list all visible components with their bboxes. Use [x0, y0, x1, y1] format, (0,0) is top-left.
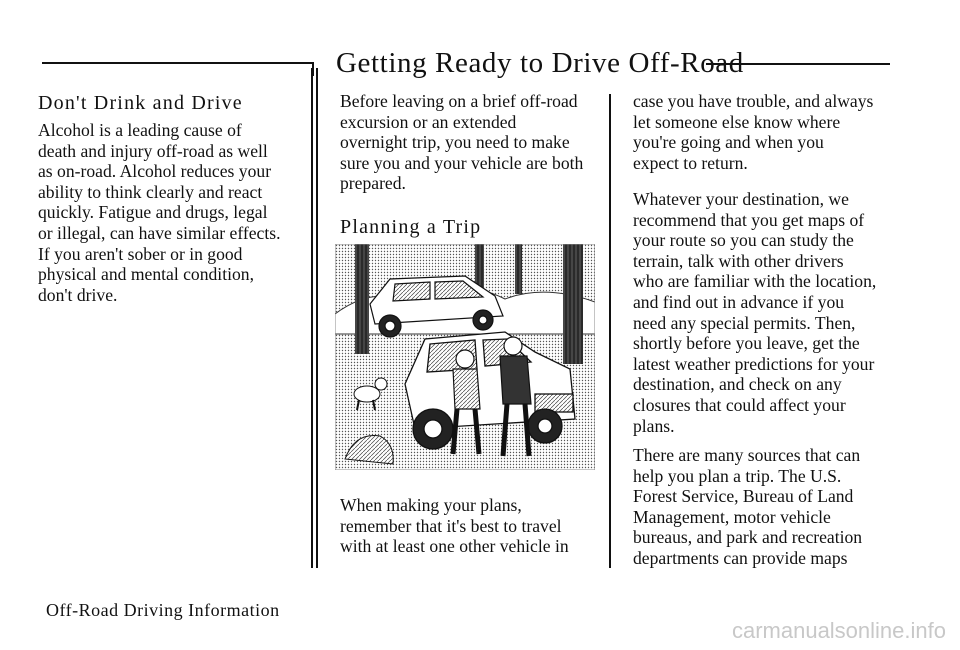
text-line: quickly. Fatigue and drugs, legal: [38, 202, 268, 223]
text-line: overnight trip, you need to make: [340, 132, 570, 153]
text-line: remember that it's best to travel: [340, 515, 562, 536]
tree-trunk: [515, 244, 522, 294]
text-line: help you plan a trip. The U.S.: [633, 465, 842, 486]
text-line: as on-road. Alcohol reduces your: [38, 161, 272, 182]
text-line: departments can provide maps: [633, 547, 848, 568]
text-line: Before leaving on a brief off-road: [340, 91, 578, 111]
text-line: If you aren't sober or in good: [38, 243, 243, 264]
text-line: expect to return.: [633, 152, 748, 173]
text-line: ability to think clearly and react: [38, 181, 263, 202]
text-line: Whatever your destination, we: [633, 189, 849, 209]
right-para-1: [633, 91, 873, 173]
text-line: recommend that you get maps of: [633, 209, 865, 230]
text-line: need any special permits. Then,: [633, 312, 856, 333]
text-line: physical and mental condition,: [38, 264, 254, 285]
text-line: latest weather predictions for your: [633, 353, 875, 374]
text-line: excursion or an extended: [340, 111, 517, 132]
column-divider-left-b: [316, 68, 318, 568]
text-line: death and injury off-road as well: [38, 140, 268, 161]
header-rule-left: [42, 62, 312, 64]
page-footer-section-name: Off-Road Driving Information: [46, 600, 280, 620]
middle-intro-text: [340, 91, 583, 194]
watermark-text: carmanualsonline.info: [731, 618, 946, 643]
left-column-text: [38, 120, 280, 305]
text-line: let someone else know where: [633, 111, 841, 132]
text-line: There are many sources that can: [633, 445, 861, 465]
text-line: you're going and when you: [633, 132, 824, 153]
text-line: Forest Service, Bureau of Land: [633, 486, 854, 507]
text-line: with at least one other vehicle in: [340, 536, 569, 557]
text-line: destination, and check on any: [633, 374, 842, 395]
text-line: your route so you can study the: [633, 230, 854, 251]
text-line: When making your plans,: [340, 495, 522, 515]
text-line: who are familiar with the location,: [633, 271, 877, 292]
tree-trunk: [355, 244, 369, 354]
text-line: don't drive.: [38, 284, 118, 305]
text-line: case you have trouble, and always: [633, 91, 874, 111]
text-line: Management, motor vehicle: [633, 506, 831, 527]
text-line: sure you and your vehicle are both: [340, 152, 584, 173]
text-line: or illegal, can have similar effects.: [38, 222, 281, 243]
text-line: plans.: [633, 415, 675, 436]
page-title: Getting Ready to Drive Off-Road: [336, 47, 744, 79]
column-divider-left-a: [311, 68, 313, 568]
text-line: and find out in advance if you: [633, 291, 845, 312]
right-para-2: [633, 189, 876, 436]
text-line: terrain, talk with other drivers: [633, 250, 844, 271]
tree-trunk: [563, 244, 583, 364]
text-line: prepared.: [340, 173, 406, 194]
right-para-3: [633, 445, 862, 569]
middle-after-text: [340, 495, 569, 557]
text-line: closures that could affect your: [633, 394, 846, 415]
column-divider-right: [609, 94, 611, 568]
text-line: Alcohol is a leading cause of: [38, 120, 242, 140]
text-line: bureaus, and park and recreation: [633, 527, 863, 548]
text-line: shortly before you leave, get the: [633, 333, 860, 354]
section-heading-planning-trip: Planning a Trip: [340, 216, 482, 238]
off-road-trip-planning-illustration: [335, 244, 595, 470]
section-heading-dont-drink: Don't Drink and Drive: [38, 92, 243, 114]
